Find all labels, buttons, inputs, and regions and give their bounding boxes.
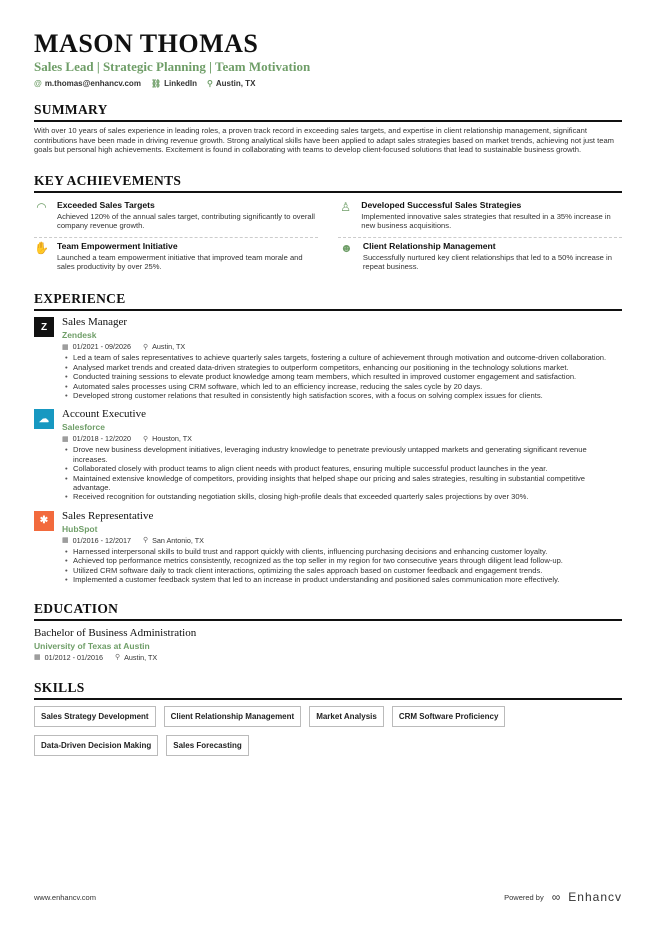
achievement-item [338, 238, 622, 278]
calendar-icon: ▦ [62, 537, 69, 545]
job-location: Houston, TX [152, 434, 192, 444]
calendar-icon: ▦ [34, 654, 41, 661]
experience-item [34, 316, 622, 400]
education-section [34, 601, 622, 662]
bullet: • Collaborated closely with product teams to align client needs with product features, ensuring multiple successful product launches in the year. [62, 464, 622, 473]
skill-tag: CRM Software Proficiency [392, 706, 506, 727]
bullet: • Automated sales processes using CRM software, which led to an efficiency increase, reducing the sales cycle by 20 days. [62, 382, 622, 391]
bullet: • Utilized CRM software daily to track client interactions, optimizing the sales approach based on customer feedback and engagement trends. [62, 566, 622, 575]
gauge-icon: ◠ [36, 199, 47, 214]
bullet: • Implemented a customer feedback system that led to an increase in product understanding and positioned sales communication more effectively. [62, 575, 622, 584]
location-pin-icon: ⚲ [142, 537, 149, 545]
achievement-title: Client Relationship Management [362, 240, 496, 251]
skill-tag: Sales Forecasting [166, 735, 248, 756]
achievement-desc: Achieved 120% of the annual sales target, contributing significantly to overall company revenue growth. [57, 211, 315, 231]
footer-brand [504, 890, 622, 904]
job-dates: 01/2021 - 09/2026 [72, 342, 131, 352]
contact-row [34, 79, 622, 88]
job-bullets [62, 547, 622, 585]
bullet: • Maintained extensive knowledge of competitors, providing insights that helped shape our pricing and sales strategies, resulting in substantial competitive advantage. [62, 474, 622, 493]
brand-name: Enhancv [568, 890, 622, 904]
achievement-item [34, 197, 318, 238]
achievements-grid [34, 197, 622, 278]
job-location: San Antonio, TX [152, 535, 204, 545]
zendesk-logo-icon: Z [34, 317, 54, 337]
contact-linkedin[interactable]: ⛓ LinkedIn [150, 79, 197, 88]
bullet: • Conducted training sessions to elevate product knowledge among team members, which resulted in improved customer engagement and satisfaction. [62, 372, 622, 381]
achievement-desc: Launched a team empowerment initiative that improved team morale and sales productivity by over 25%. [56, 252, 303, 271]
achievement-title: Team Empowerment Initiative [56, 240, 178, 251]
salesforce-logo-icon: ☁ [34, 409, 54, 429]
location-pin-icon: ⚲ [114, 654, 121, 661]
footer [34, 890, 622, 904]
edu-school: University of Texas at Austin [34, 640, 150, 651]
experience-item [34, 408, 622, 501]
resume-page [34, 30, 622, 756]
section-title: SKILLS [34, 680, 622, 700]
group-icon: ☻ [340, 240, 353, 255]
bullet: • Received recognition for outstanding negotiation skills, closing high-profile deals that exceeded quarterly sales projections by over 30%. [62, 492, 622, 501]
edu-location: Austin, TX [124, 652, 158, 662]
edu-degree: Bachelor of Business Administration [34, 626, 197, 639]
experience-section [34, 291, 622, 584]
achievement-title: Exceeded Sales Targets [57, 199, 155, 210]
strategy-icon: ♙ [340, 199, 352, 214]
section-title: EXPERIENCE [34, 291, 622, 311]
skills-list [34, 706, 554, 756]
enhancv-logo-icon: ∞ [551, 890, 561, 904]
contact-location: ⚲ Austin, TX [206, 79, 256, 88]
location-pin-icon: ⚲ [142, 343, 149, 351]
job-location: Austin, TX [152, 342, 186, 352]
location-pin-icon: ⚲ [206, 79, 213, 88]
section-title: KEY ACHIEVEMENTS [34, 173, 622, 193]
skill-tag: Client Relationship Management [164, 706, 302, 727]
hubspot-logo-icon: ✱ [34, 511, 54, 531]
achievements-section [34, 173, 622, 278]
job-role: Account Executive [62, 408, 146, 421]
headline: Sales Lead | Strategic Planning | Team Motivation [34, 59, 311, 74]
achievement-title: Developed Successful Sales Strategies [361, 199, 522, 210]
job-company: Salesforce [62, 422, 105, 433]
at-icon: @ [34, 79, 42, 88]
skills-section [34, 680, 622, 756]
achievement-item [338, 197, 622, 238]
location-pin-icon: ⚲ [142, 435, 149, 443]
skill-tag: Data-Driven Decision Making [34, 735, 158, 756]
bullet: • Led a team of sales representatives to achieve quarterly sales targets, fostering a culture of achievement through motivation and outcome-driven collaboration. [62, 353, 622, 362]
candidate-name: MASON THOMAS [34, 29, 259, 58]
job-bullets [62, 353, 622, 400]
summary-text: With over 10 years of sales experience in leading roles, a proven track record in exceeding sales targets, and expertise in client relationship management, significant contributions have been made in driving revenue growth. Strong analytical skills have been applied to adapt sales strategies based on market trends, achieving not just team goals but personal high achievements. Excitement is found in collaborating with teams to develop client-focused solutions that lead to sustainable business growth. [34, 126, 614, 155]
job-bullets [62, 445, 622, 501]
powered-by-label: Powered by [504, 892, 544, 902]
experience-item [34, 510, 622, 585]
bullet: • Achieved top performance metrics consistently, recognized as the top seller in my region for two consecutive years through diligent lead follow-up. [62, 556, 622, 565]
contact-email[interactable]: @ m.thomas@enhancv.com [34, 79, 141, 88]
bullet: • Developed strong customer relations that resulted in consistently high satisfaction scores, with a focus on solving complex issues for clients. [62, 391, 622, 400]
job-role: Sales Representative [62, 509, 154, 522]
section-title: EDUCATION [34, 601, 622, 621]
summary-section [34, 102, 622, 155]
bullet: • Harnessed interpersonal skills to build trust and rapport quickly with clients, influencing purchasing decisions and enhancing customer loyalty. [62, 547, 622, 556]
job-dates: 01/2016 - 12/2017 [72, 535, 131, 545]
calendar-icon: ▦ [62, 435, 69, 443]
job-dates: 01/2018 - 12/2020 [72, 434, 131, 444]
hand-icon: ✋ [34, 240, 49, 255]
footer-website[interactable]: www.enhancv.com [34, 892, 96, 902]
bullet: • Analysed market trends and created data-driven strategies to outperform competitors, enhancing our positioning in the technology solutions market. [62, 363, 622, 372]
skill-tag: Sales Strategy Development [34, 706, 156, 727]
achievement-item [34, 238, 318, 278]
job-company: HubSpot [62, 523, 98, 534]
edu-dates: 01/2012 - 01/2016 [44, 652, 103, 662]
job-role: Sales Manager [62, 316, 128, 329]
achievement-desc: Implemented innovative sales strategies that resulted in a 35% increase in new business acquisitions. [361, 211, 611, 231]
link-icon: ⛓ [150, 79, 162, 88]
bullet: • Drove new business development initiatives, leveraging industry knowledge to penetrate previously untapped markets and generating significant revenue increases. [62, 445, 622, 464]
job-company: Zendesk [62, 330, 97, 341]
calendar-icon: ▦ [62, 343, 69, 351]
section-title: SUMMARY [34, 102, 622, 122]
achievement-desc: Successfully nurtured key client relationships that led to a 50% increase in repeat business. [362, 252, 612, 271]
skill-tag: Market Analysis [309, 706, 384, 727]
